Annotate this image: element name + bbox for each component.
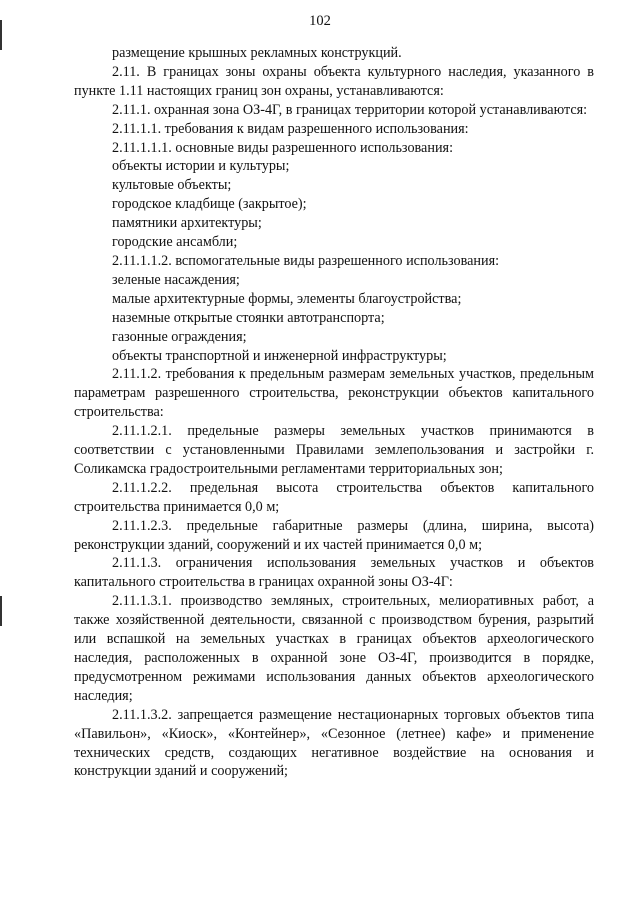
paragraph: 2.11.1.3.2. запрещается размещение нестационарных торговых объектов типа «Павильон», «Киоск», «Контейнер», «Сезонное (летнее) кафе» и применение технических средств, создающих негативное воздействие на основания и конструкции зданий и сооружений; [74, 706, 594, 780]
paragraph: 2.11.1.3. ограничения использования земельных участков и объектов капитального строительства в границах охранной зоны ОЗ-4Г: [74, 555, 594, 591]
scan-edge-mark-bottom [0, 596, 2, 626]
list-item: городское кладбище (закрытое); [112, 196, 307, 213]
paragraph: размещение крышных рекламных конструкций. [112, 45, 402, 61]
paragraph: 2.11.1.1. требования к видам разрешенного использования: [112, 120, 469, 137]
list-item: малые архитектурные формы, элементы благоустройства; [112, 290, 462, 307]
list-item: наземные открытые стоянки автотранспорта; [112, 309, 385, 326]
paragraph: 2.11.1.2.3. предельные габаритные размеры (длина, ширина, высота) реконструкции зданий, сооружений и их частей принимается 0,0 м; [74, 517, 594, 553]
paragraph: 2.11.1.1.2. вспомогательные виды разрешенного использования: [112, 252, 500, 269]
list-item: объекты транспортной и инженерной инфраструктуры; [112, 347, 447, 364]
paragraph: 2.11.1.2. требования к предельным размерам земельных участков, предельным параметрам разрешенного строительства, реконструкции объектов капитального строительства: [74, 366, 594, 421]
paragraph: 2.11.1. охранная зона ОЗ-4Г, в границах территории которой устанавливаются: [112, 101, 588, 118]
list-item: газонные ограждения; [112, 328, 247, 345]
list-item: городские ансамбли; [112, 234, 238, 251]
document-body [74, 44, 594, 781]
paragraph: 2.11.1.3.1. производство земляных, строительных, мелиоративных работ, а также хозяйственной деятельности, связанной с производством бурения, разрытий или вспашкой на земельных участках в границах объектов археологического наследия, расположенных в охранной зоне ОЗ-4Г, производится в порядке, предусмотренном режимами использования данных объектов археологического наследия; [74, 593, 594, 704]
paragraph: 2.11.1.1.1. основные виды разрешенного использования: [112, 139, 454, 156]
list-item: зеленые насаждения; [112, 271, 240, 288]
page-number: 102 [309, 13, 331, 29]
list-item: культовые объекты; [112, 177, 232, 194]
paragraph: 2.11. В границах зоны охраны объекта культурного наследия, указанного в пункте 1.11 настоящих границ зон охраны, устанавливаются: [74, 63, 594, 99]
list-item: памятники архитектуры; [112, 215, 262, 232]
paragraph: 2.11.1.2.2. предельная высота строительства объектов капитального строительства принимается 0,0 м; [74, 479, 594, 515]
paragraph: 2.11.1.2.1. предельные размеры земельных участков принимаются в соответствии с установленными Правилами землепользования и застройки г. Соликамска градостроительными регламентами территориальных зон; [74, 423, 594, 477]
list-item: объекты истории и культуры; [112, 158, 290, 175]
